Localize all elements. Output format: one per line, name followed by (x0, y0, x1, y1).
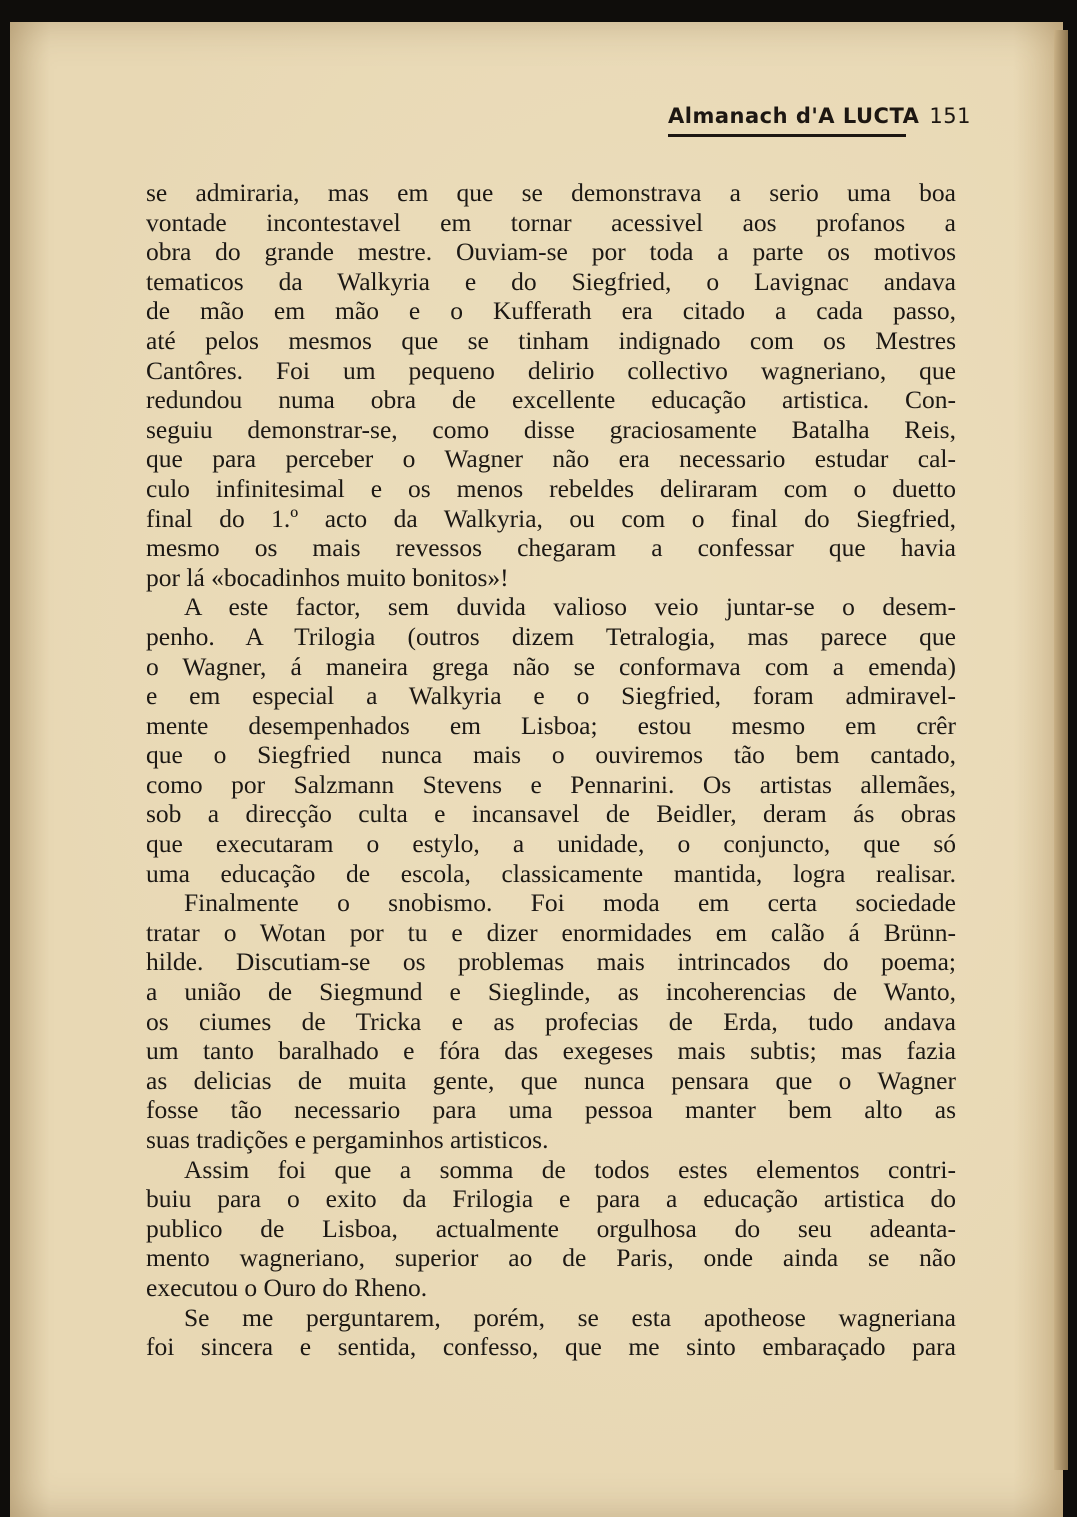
text-line: que o Siegfried nunca mais o ouviremos tão bem cantado, (146, 740, 956, 770)
text-line: A este factor, sem duvida valioso veio juntar-se o desem- (184, 592, 956, 622)
text-line: suas tradições e pergaminhos artisticos. (146, 1125, 549, 1154)
header-title: Almanach d'A LUCTA (668, 104, 920, 128)
text-line: redundou numa obra de excellente educação artistica. Con- (146, 385, 956, 415)
text-line: o Wagner, á maneira grega não se conformava com a emenda) (146, 651, 956, 681)
text-line: vontade incontestavel em tornar acessivel aos profanos a (146, 207, 956, 237)
text-line: mente desempenhados em Lisboa; estou mesmo em crêr (146, 710, 956, 740)
text-line: tematicos da Walkyria e do Siegfried, o Lavignac andava (146, 266, 956, 296)
text-line: seguiu demonstrar-se, como disse graciosamente Batalha Reis, (146, 414, 956, 444)
text-line: se admiraria, mas em que se demonstrava a serio uma boa (146, 178, 956, 207)
text-line: as delicias de muita gente, que nunca pensara que o Wagner (146, 1065, 956, 1095)
text-line: os ciumes de Tricka e as profecias de Erda, tudo andava (146, 1006, 956, 1036)
text-line: hilde. Discutiam-se os problemas mais intrincados do poema; (146, 947, 956, 977)
text-line: Assim foi que a somma de todos estes elementos contri- (184, 1154, 956, 1184)
text-line: mesmo os mais revessos chegaram a confessar que havia (146, 533, 956, 563)
text-line: Finalmente o snobismo. Foi moda em certa sociedade (184, 888, 956, 918)
text-line: uma educação de escola, classicamente mantida, logra realisar. (146, 858, 956, 888)
page-number: 151 (929, 104, 971, 128)
text-line: culo infinitesimal e os menos rebeldes deliraram com o duetto (146, 473, 956, 503)
text-line: que para perceber o Wagner não era necessario estudar cal- (146, 444, 956, 474)
text-line: buiu para o exito da Frilogia e para a educação artistica do (146, 1184, 956, 1214)
text-line: final do 1.º acto da Walkyria, ou com o final do Siegfried, (146, 503, 956, 533)
running-header (668, 104, 971, 128)
text-line: tratar o Wotan por tu e dizer enormidades em calão á Brünn- (146, 917, 956, 947)
text-line: sob a direcção culta e incansavel de Beidler, deram ás obras (146, 799, 956, 829)
text-line: penho. A Trilogia (outros dizem Tetralogia, mas parece que (146, 621, 956, 651)
header-rule (668, 134, 906, 137)
body-text (146, 178, 956, 1362)
page-edge (1054, 30, 1068, 1470)
text-line: foi sincera e sentida, confesso, que me sinto embaraçado para (146, 1332, 956, 1362)
text-line: por lá «bocadinhos muito bonitos»! (146, 562, 509, 592)
text-line: até pelos mesmos que se tinham indignado com os Mestres (146, 325, 956, 355)
text-line: Cantôres. Foi um pequeno delirio collectivo wagneriano, que (146, 355, 956, 385)
text-line: obra do grande mestre. Ouviam-se por toda a parte os motivos (146, 237, 956, 267)
text-line: como por Salzmann Stevens e Pennarini. Os artistas allemães, (146, 769, 956, 799)
text-line: mento wagneriano, superior ao de Paris, onde ainda se não (146, 1243, 956, 1273)
text-line: que executaram o estylo, a unidade, o conjuncto, que só (146, 829, 956, 859)
text-line: publico de Lisboa, actualmente orgulhosa do seu adeanta- (146, 1213, 956, 1243)
text-line: a união de Siegmund e Sieglinde, as incoherencias de Wanto, (146, 977, 956, 1007)
text-line: executou o Ouro do Rheno. (146, 1272, 428, 1302)
text-line: um tanto baralhado e fóra das exegeses mais subtis; mas fazia (146, 1036, 956, 1066)
text-line: Se me perguntarem, porém, se esta apotheose wagneriana (184, 1302, 956, 1332)
text-line: e em especial a Walkyria e o Siegfried, foram admiravel- (146, 681, 956, 711)
text-line: de mão em mão e o Kufferath era citado a cada passo, (146, 296, 956, 326)
text-line: fosse tão necessario para uma pessoa manter bem alto as (146, 1095, 956, 1125)
